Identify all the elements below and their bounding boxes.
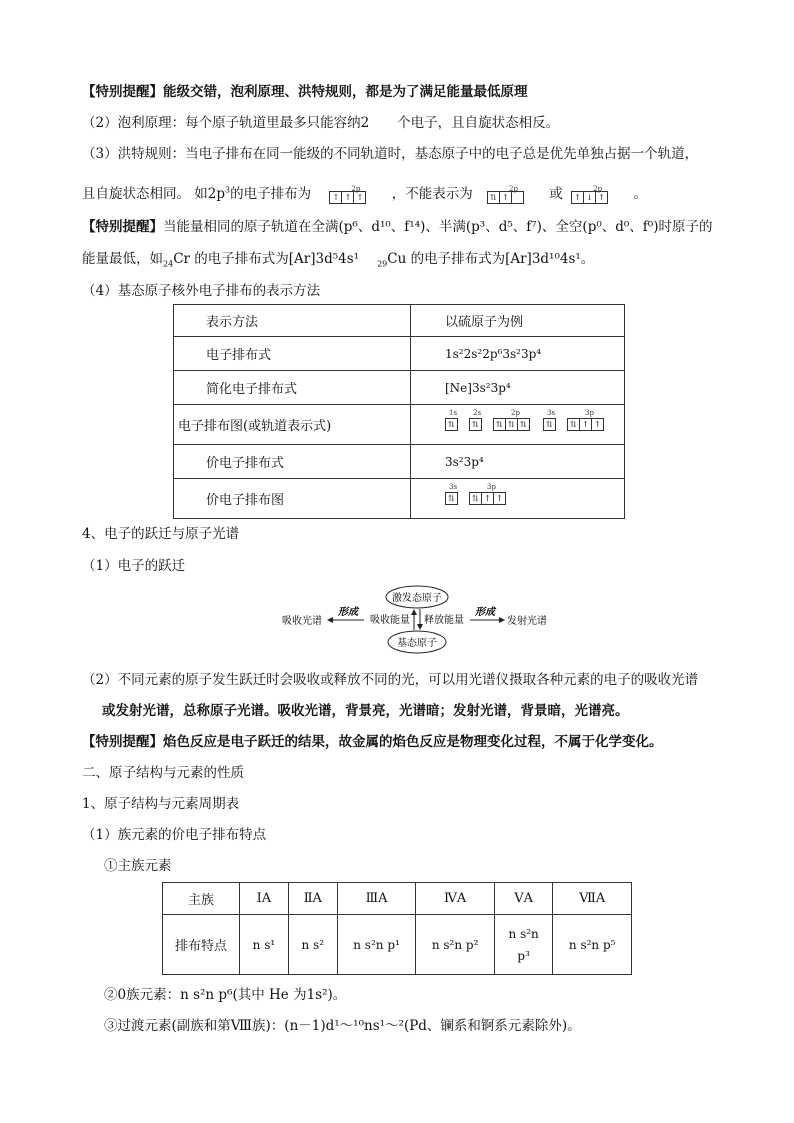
va-line2: p³ bbox=[517, 948, 530, 963]
note-text: 当能量相同的原子轨道在全满(p⁶、d¹⁰、f¹⁴)、半满(p³、d⁵、f⁷)、全空(p⁰、d⁰、f⁰)时原子的 bbox=[163, 219, 713, 235]
note-tag: 【特别提醒】 bbox=[82, 734, 163, 750]
ground-state-label: 基态原子 bbox=[397, 638, 437, 649]
table-cell: 价电子排布式 bbox=[174, 445, 411, 479]
special-note-3 bbox=[82, 732, 663, 752]
table-cell: [Ne]3s²3p⁴ bbox=[411, 371, 625, 405]
table-cell: 1s²2s²2p⁶3s²3p⁴ bbox=[411, 337, 625, 371]
table-cell: 简化电子排布式 bbox=[174, 371, 411, 405]
special-note-1 bbox=[82, 82, 528, 102]
orbital-label: 2p bbox=[509, 184, 518, 193]
orbital-label: 2p bbox=[351, 184, 361, 193]
table-cell: 价电子排布图 bbox=[174, 479, 411, 519]
table-cell: 电子排布图(或轨道表示式) bbox=[174, 405, 411, 445]
hund-text-a: 且自旋状态相同。 如2p bbox=[82, 186, 226, 202]
transition-diagram bbox=[280, 584, 550, 654]
note-text: 能级交错，泡利原理、洪特规则，都是为了满足能量最低原理 bbox=[163, 84, 528, 100]
orbital-label: 2p bbox=[593, 184, 603, 193]
sulfur-orbital-diagram: 1s ⇅ 2s ⇅ 2p ⇅ ⇅ ⇅ 3s ⇅ 3p ⇅ ↑ ↑ bbox=[411, 405, 625, 445]
table-row-label: 排布特点 bbox=[163, 915, 240, 975]
orbital-label: 3p bbox=[487, 482, 496, 491]
hund-rule-line2 bbox=[82, 184, 647, 204]
va-line1: n s²n bbox=[508, 926, 539, 941]
table-header: ⅦA bbox=[553, 883, 632, 915]
hund-sup: 3 bbox=[225, 185, 231, 195]
cr-atomic-number: 24 bbox=[163, 259, 174, 269]
table-header: 以硫原子为例 bbox=[411, 305, 625, 337]
table-row-label: 主族 bbox=[163, 883, 240, 915]
orbital-label: 2s bbox=[473, 408, 482, 417]
hund-text-b: 的电子排布为 bbox=[230, 186, 312, 202]
pauli-prefix: （2）泡利原理：每个原子轨道里最多只能容纳2 bbox=[82, 115, 370, 131]
main-group-label: ①主族元素 bbox=[104, 858, 172, 874]
table-header: 表示方法 bbox=[174, 305, 411, 337]
special-note-2-line2 bbox=[82, 249, 594, 269]
note-tag: 【特别提醒】 bbox=[82, 84, 163, 100]
orbital-label: 1s bbox=[449, 408, 458, 417]
section-4-title: （4）基态原子核外电子排布的表示方法 bbox=[82, 283, 321, 299]
subheading-electron-transition: （1）电子的跃迁 bbox=[82, 558, 186, 574]
table-header: ⅤA bbox=[494, 883, 552, 915]
pauli-principle bbox=[82, 113, 559, 133]
heading-two: 二、原子结构与元素的性质 bbox=[82, 765, 244, 781]
release-energy-label: 释放能量 bbox=[424, 615, 464, 626]
orbital-label: 2p bbox=[511, 408, 520, 417]
table-cell: n s² bbox=[288, 915, 337, 975]
heading-1: 1、原子结构与元素周期表 bbox=[82, 796, 240, 812]
table-header: ⅣA bbox=[416, 883, 495, 915]
spectrum-paragraph-line1: （2）不同元素的原子发生跃迁时会吸收或释放不同的光，可以用光谱仪摄取各种元素的电子的吸收光谱 bbox=[82, 672, 699, 688]
table-header: ⅢA bbox=[337, 883, 416, 915]
cu-config: Cu 的电子排布式为[Ar]3d¹⁰4s¹。 bbox=[387, 251, 595, 267]
orbital-label: 3s bbox=[547, 408, 556, 417]
representation-table bbox=[173, 304, 625, 519]
orbital-2p-wrong-a: 2p ⇅ ↑ bbox=[487, 187, 545, 203]
table-cell: 3s²3p⁴ bbox=[411, 445, 625, 479]
heading-4: 4、电子的跃迁与原子光谱 bbox=[82, 526, 240, 542]
table-cell: n s²n p⁵ bbox=[553, 915, 632, 975]
table-cell: n s²n p¹ bbox=[337, 915, 416, 975]
special-note-2 bbox=[82, 217, 712, 237]
hund-text-e: 。 bbox=[633, 186, 647, 202]
note-tag: 【特别提醒】 bbox=[82, 219, 163, 235]
table-cell bbox=[494, 915, 552, 975]
table-cell: 电子排布式 bbox=[174, 337, 411, 371]
table-header: ⅠA bbox=[240, 883, 289, 915]
subheading-valence: （1）族元素的价电子排布特点 bbox=[82, 827, 267, 843]
transition-elements-line: ③过渡元素(副族和第Ⅷ族)：(n－1)d¹～¹⁰ns¹～²(Pd、镧系和锕系元素除外)。 bbox=[104, 1018, 581, 1034]
zero-group-line: ②0族元素：n s²n p⁶(其中 He 为1s²)。 bbox=[104, 987, 347, 1003]
hund-text-d: 或 bbox=[549, 186, 563, 202]
table-cell: n s¹ bbox=[240, 915, 289, 975]
cr-config: Cr 的电子排布式为[Ar]3d⁵4s¹ bbox=[173, 251, 360, 267]
absorb-energy-label: 吸收能量 bbox=[370, 615, 410, 626]
table-header: ⅡA bbox=[288, 883, 337, 915]
orbital-label: 3s bbox=[449, 482, 458, 491]
main-group-table bbox=[162, 882, 632, 975]
note-text: 焰色反应是电子跃迁的结果，故金属的焰色反应是物理变化过程，不属于化学变化。 bbox=[163, 734, 663, 750]
form-label-right: 形成 bbox=[475, 607, 495, 618]
spectrum-paragraph-line2: 或发射光谱，总称原子光谱。吸收光谱，背景亮，光谱暗；发射光谱，背景暗，光谱亮。 bbox=[102, 703, 629, 719]
cu-atomic-number: 29 bbox=[377, 259, 388, 269]
pauli-suffix: 个电子，且自旋状态相反。 bbox=[397, 115, 560, 131]
note2-text-a: 能量最低，如 bbox=[82, 251, 163, 267]
hund-rule-line1: （3）洪特规则：当电子排布在同一能级的不同轨道时，基态原子中的电子总是优先单独占据一个轨道， bbox=[82, 146, 699, 162]
emit-spectrum-label: 发射光谱 bbox=[507, 616, 547, 627]
excited-state-label: 激发态原子 bbox=[392, 593, 442, 604]
orbital-label: 3p bbox=[585, 408, 594, 417]
table-cell: n s²n p² bbox=[416, 915, 495, 975]
orbital-2p-wrong-b: 2p ↑ ↓ ↑ bbox=[571, 187, 629, 203]
sulfur-valence-orbital-diagram: 3s ⇅ 3p ⇅ ↑ ↑ bbox=[411, 479, 625, 519]
orbital-2p-correct: 2p ↑ ↑ ↑ bbox=[329, 187, 387, 203]
absorb-spectrum-label: 吸收光谱 bbox=[282, 616, 322, 627]
form-label-left: 形成 bbox=[338, 607, 358, 618]
hund-text-c: ，不能表示为 bbox=[391, 186, 473, 202]
